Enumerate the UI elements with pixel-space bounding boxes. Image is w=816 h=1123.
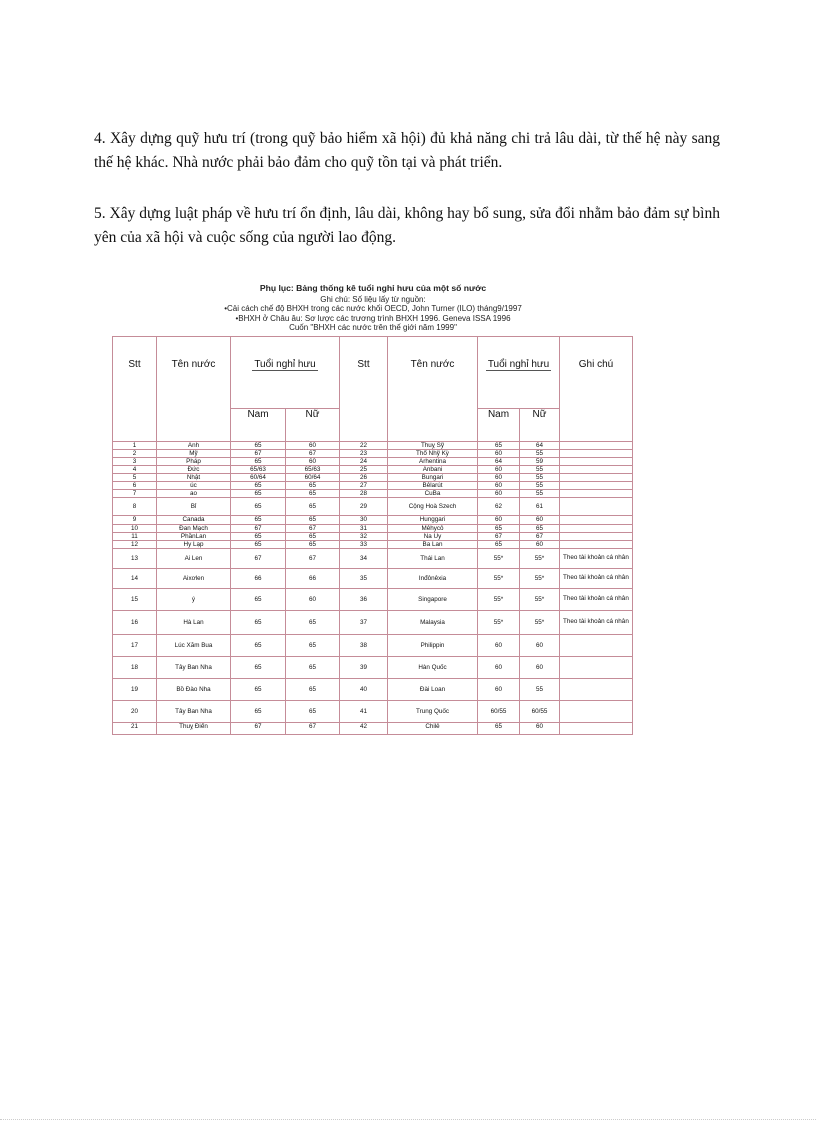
source-line-3: Cuốn "BHXH các nước trên thế giới năm 1999" [289, 323, 457, 332]
cell-female: 65 [286, 532, 340, 540]
cell-male: 65 [231, 497, 286, 515]
cell-female-2: 55* [520, 548, 560, 568]
cell-country-2: Trung Quốc [388, 700, 478, 722]
cell-male-2: 65 [478, 722, 520, 734]
cell-male: 60/64 [231, 473, 286, 481]
cell-stt: 9 [113, 515, 157, 524]
cell-country-2: Chilê [388, 722, 478, 734]
cell-male-2: 60 [478, 515, 520, 524]
cell-country-2: Hunggari [388, 515, 478, 524]
cell-country-2: Malaysia [388, 610, 478, 634]
header-female-2: Nữ [520, 408, 560, 441]
cell-country-2: Thái Lan [388, 548, 478, 568]
cell-female-2: 55 [520, 449, 560, 457]
cell-female: 60 [286, 441, 340, 449]
cell-note [560, 497, 633, 515]
cell-female: 65 [286, 656, 340, 678]
cell-note [560, 532, 633, 540]
cell-country-2: Singapore [388, 588, 478, 610]
header-male: Nam [231, 408, 286, 441]
cell-note [560, 524, 633, 532]
cell-stt-2: 26 [340, 473, 388, 481]
cell-note: Theo tài khoản cá nhân [560, 588, 633, 610]
cell-female: 65 [286, 678, 340, 700]
cell-stt: 18 [113, 656, 157, 678]
cell-female-2: 55 [520, 678, 560, 700]
cell-country: Tây Ban Nha [157, 656, 231, 678]
cell-stt: 13 [113, 548, 157, 568]
cell-stt-2: 30 [340, 515, 388, 524]
cell-stt-2: 40 [340, 678, 388, 700]
cell-note [560, 678, 633, 700]
paragraph-5: 5. Xây dựng luật pháp về hưu trí ổn định, lâu dài, không hay bổ sung, sửa đổi nhằm bảo đảm sự bình yên của xã hội và cuộc sống của người lao động. [94, 205, 720, 246]
cell-female-2: 55 [520, 465, 560, 473]
cell-stt: 3 [113, 457, 157, 465]
cell-male: 65 [231, 457, 286, 465]
cell-female-2: 55* [520, 568, 560, 588]
cell-male-2: 65 [478, 524, 520, 532]
cell-male: 65 [231, 700, 286, 722]
header-stt: Stt [113, 336, 157, 441]
header-male-2: Nam [478, 408, 520, 441]
cell-female-2: 64 [520, 441, 560, 449]
cell-male: 65 [231, 441, 286, 449]
cell-country-2: Inđônêxia [388, 568, 478, 588]
cell-stt: 17 [113, 634, 157, 656]
cell-male-2: 67 [478, 532, 520, 540]
cell-country-2: Arhentina [388, 457, 478, 465]
cell-note [560, 540, 633, 548]
cell-note [560, 656, 633, 678]
table-row [113, 634, 633, 656]
cell-female-2: 61 [520, 497, 560, 515]
cell-female-2: 60 [520, 515, 560, 524]
cell-female: 66 [286, 568, 340, 588]
cell-female: 65 [286, 489, 340, 497]
cell-male: 65 [231, 532, 286, 540]
cell-male-2: 60/55 [478, 700, 520, 722]
cell-stt: 6 [113, 481, 157, 489]
table-row [113, 481, 633, 489]
cell-male: 65 [231, 481, 286, 489]
cell-stt-2: 27 [340, 481, 388, 489]
cell-male: 65 [231, 588, 286, 610]
cell-female-2: 55 [520, 473, 560, 481]
cell-male-2: 55* [478, 568, 520, 588]
cell-stt-2: 32 [340, 532, 388, 540]
cell-female: 60 [286, 457, 340, 465]
cell-female-2: 60 [520, 634, 560, 656]
cell-male-2: 55* [478, 588, 520, 610]
cell-female: 67 [286, 524, 340, 532]
cell-female: 65/63 [286, 465, 340, 473]
cell-stt: 14 [113, 568, 157, 588]
source-line-2: •BHXH ở Châu âu: Sơ lược các trương trình BHXH 1996. Geneva ISSA 1996 [235, 313, 511, 323]
cell-male: 67 [231, 722, 286, 734]
cell-female: 60 [286, 588, 340, 610]
cell-female-2: 55 [520, 489, 560, 497]
cell-female-2: 55 [520, 481, 560, 489]
cell-note: Theo tài khoản cá nhân [560, 548, 633, 568]
cell-country-2: Đài Loan [388, 678, 478, 700]
cell-country-2: Thổ Nhỹ Kỳ [388, 449, 478, 457]
cell-stt-2: 23 [340, 449, 388, 457]
cell-male: 65 [231, 678, 286, 700]
cell-stt-2: 39 [340, 656, 388, 678]
table-row [113, 497, 633, 515]
cell-female: 65 [286, 700, 340, 722]
cell-country: Bồ Đào Nha [157, 678, 231, 700]
source-note: Ghi chú: Số liệu lấy từ nguồn: [320, 294, 426, 304]
header-female: Nữ [286, 408, 340, 441]
cell-stt-2: 35 [340, 568, 388, 588]
cell-country: Tây Ban Nha [157, 700, 231, 722]
cell-stt-2: 28 [340, 489, 388, 497]
header-retire-age: Tuổi nghỉ hưu [231, 336, 340, 408]
cell-female: 67 [286, 548, 340, 568]
cell-female: 67 [286, 722, 340, 734]
cell-male-2: 60 [478, 489, 520, 497]
cell-note [560, 481, 633, 489]
cell-male-2: 55* [478, 610, 520, 634]
cell-stt: 2 [113, 449, 157, 457]
cell-country-2: Bungari [388, 473, 478, 481]
cell-stt-2: 33 [340, 540, 388, 548]
cell-country-2: Na Uy [388, 532, 478, 540]
cell-country: PhầnLan [157, 532, 231, 540]
cell-note [560, 634, 633, 656]
cell-stt: 5 [113, 473, 157, 481]
cell-note: Theo tài khoản cá nhân [560, 610, 633, 634]
cell-female: 65 [286, 610, 340, 634]
cell-stt-2: 25 [340, 465, 388, 473]
table-row [113, 700, 633, 722]
cell-country: Nhật [157, 473, 231, 481]
cell-stt-2: 24 [340, 457, 388, 465]
cell-male-2: 60 [478, 465, 520, 473]
cell-male: 65 [231, 656, 286, 678]
cell-male: 67 [231, 524, 286, 532]
cell-male: 67 [231, 548, 286, 568]
cell-stt: 10 [113, 524, 157, 532]
header-note: Ghi chú [560, 336, 633, 441]
cell-note [560, 515, 633, 524]
cell-stt: 19 [113, 678, 157, 700]
cell-country: úc [157, 481, 231, 489]
source-line-1: •Cải cách chế độ BHXH trong các nước khối OECD, John Turner (ILO) tháng9/1997 [224, 304, 522, 313]
cell-country-2: Thuỵ Sỹ [388, 441, 478, 449]
cell-female: 67 [286, 449, 340, 457]
cell-male: 65 [231, 610, 286, 634]
header-stt-2: Stt [340, 336, 388, 441]
cell-country-2: Philippin [388, 634, 478, 656]
table-row [113, 532, 633, 540]
cell-male: 67 [231, 449, 286, 457]
cell-male-2: 64 [478, 457, 520, 465]
cell-male: 65 [231, 634, 286, 656]
cell-male-2: 65 [478, 441, 520, 449]
cell-note [560, 441, 633, 449]
table-body [113, 441, 633, 734]
header-retire-age-2: Tuổi nghỉ hưu [478, 336, 560, 408]
cell-female: 65 [286, 481, 340, 489]
table-row [113, 465, 633, 473]
cell-note [560, 457, 633, 465]
header-country-2: Tên nước [388, 336, 478, 441]
cell-female-2: 60/55 [520, 700, 560, 722]
cell-female: 65 [286, 497, 340, 515]
cell-male: 65/63 [231, 465, 286, 473]
cell-female-2: 60 [520, 656, 560, 678]
cell-stt: 8 [113, 497, 157, 515]
cell-stt-2: 41 [340, 700, 388, 722]
cell-country: Thuỵ Điển [157, 722, 231, 734]
cell-male-2: 60 [478, 634, 520, 656]
cell-stt: 1 [113, 441, 157, 449]
table-row [113, 588, 633, 610]
cell-female: 65 [286, 540, 340, 548]
page-bottom-rule [0, 1119, 816, 1120]
cell-female-2: 59 [520, 457, 560, 465]
appendix-title: Phụ lục: Bảng thống kê tuổi nghỉ hưu của một số nước [259, 283, 487, 293]
cell-note [560, 489, 633, 497]
cell-male: 65 [231, 540, 286, 548]
cell-country: Ai Len [157, 548, 231, 568]
cell-female-2: 65 [520, 524, 560, 532]
cell-male-2: 60 [478, 678, 520, 700]
cell-country: Mỹ [157, 449, 231, 457]
cell-stt-2: 42 [340, 722, 388, 734]
cell-female: 60/64 [286, 473, 340, 481]
cell-country: Lúc Xăm Bua [157, 634, 231, 656]
cell-stt-2: 37 [340, 610, 388, 634]
cell-note [560, 473, 633, 481]
cell-country: ý [157, 588, 231, 610]
table-row [113, 515, 633, 524]
cell-stt: 21 [113, 722, 157, 734]
cell-male-2: 60 [478, 449, 520, 457]
table-row [113, 610, 633, 634]
cell-country: ao [157, 489, 231, 497]
cell-male-2: 65 [478, 540, 520, 548]
cell-male-2: 62 [478, 497, 520, 515]
cell-country: Aixơlen [157, 568, 231, 588]
cell-stt-2: 22 [340, 441, 388, 449]
table-row [113, 548, 633, 568]
cell-stt-2: 29 [340, 497, 388, 515]
cell-stt: 4 [113, 465, 157, 473]
cell-female-2: 67 [520, 532, 560, 540]
cell-country: Bỉ [157, 497, 231, 515]
table-row [113, 722, 633, 734]
cell-male: 66 [231, 568, 286, 588]
appendix-figure [112, 284, 634, 735]
cell-country-2: Hàn Quốc [388, 656, 478, 678]
retirement-age-table [112, 336, 633, 735]
cell-stt: 11 [113, 532, 157, 540]
cell-country-2: Anbani [388, 465, 478, 473]
cell-country: Pháp [157, 457, 231, 465]
cell-male: 65 [231, 489, 286, 497]
cell-note [560, 465, 633, 473]
cell-note [560, 722, 633, 734]
table-row [113, 524, 633, 532]
cell-country-2: Mêhycô [388, 524, 478, 532]
cell-stt: 7 [113, 489, 157, 497]
cell-female: 65 [286, 515, 340, 524]
cell-note: Theo tài khoản cá nhân [560, 568, 633, 588]
table-row [113, 540, 633, 548]
header-country: Tên nước [157, 336, 231, 441]
cell-male-2: 60 [478, 473, 520, 481]
cell-stt: 15 [113, 588, 157, 610]
table-row [113, 678, 633, 700]
table-row [113, 656, 633, 678]
cell-stt: 16 [113, 610, 157, 634]
cell-stt: 20 [113, 700, 157, 722]
cell-female-2: 60 [520, 540, 560, 548]
cell-stt-2: 36 [340, 588, 388, 610]
table-row [113, 473, 633, 481]
cell-stt-2: 31 [340, 524, 388, 532]
table-row [113, 568, 633, 588]
cell-male-2: 60 [478, 481, 520, 489]
cell-note [560, 449, 633, 457]
cell-country: Hy Lạp [157, 540, 231, 548]
cell-country-2: Cộng Hoà Szech [388, 497, 478, 515]
cell-stt: 12 [113, 540, 157, 548]
cell-country-2: CuBa [388, 489, 478, 497]
cell-stt-2: 38 [340, 634, 388, 656]
cell-female: 65 [286, 634, 340, 656]
table-row [113, 489, 633, 497]
cell-female-2: 55* [520, 610, 560, 634]
cell-female-2: 60 [520, 722, 560, 734]
cell-male-2: 55* [478, 548, 520, 568]
table-row [113, 457, 633, 465]
cell-female-2: 55* [520, 588, 560, 610]
cell-country: Đức [157, 465, 231, 473]
cell-country: Hà Lan [157, 610, 231, 634]
cell-stt-2: 34 [340, 548, 388, 568]
cell-male: 65 [231, 515, 286, 524]
cell-note [560, 700, 633, 722]
cell-country-2: Ba Lan [388, 540, 478, 548]
cell-male-2: 60 [478, 656, 520, 678]
cell-country: Đan Mạch [157, 524, 231, 532]
cell-country: Canada [157, 515, 231, 524]
table-row [113, 449, 633, 457]
cell-country-2: Bêlarút [388, 481, 478, 489]
table-row [113, 441, 633, 449]
cell-country: Anh [157, 441, 231, 449]
paragraph-4: 4. Xây dựng quỹ hưu trí (trong quỹ bảo hiểm xã hội) đủ khả năng chi trả lâu dài, từ thế hệ này sang thế hệ khác. Nhà nước phải bảo đảm cho quỹ tồn tại và phát triển. [94, 130, 720, 171]
